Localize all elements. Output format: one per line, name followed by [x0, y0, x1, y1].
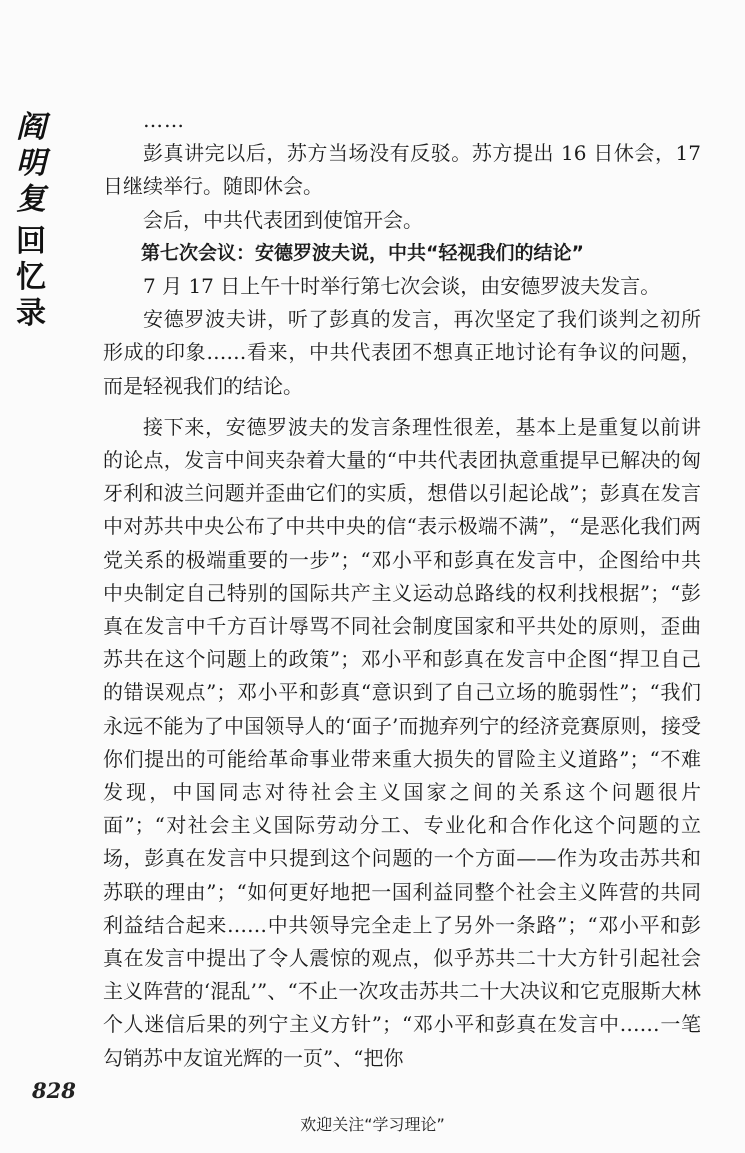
- paragraph: 彭真讲完以后，苏方当场没有反驳。苏方提出 16 日休会，17 日继续举行。随即休会。: [103, 141, 701, 199]
- book-subtitle-char: 忆: [16, 260, 46, 295]
- paragraph: 会后，中共代表团到使馆开会。: [143, 207, 423, 232]
- book-subtitle-char: 回: [16, 224, 46, 259]
- author-name: [8, 110, 54, 218]
- book-subtitle-char: 录: [16, 296, 46, 331]
- book-subtitle: [8, 224, 54, 332]
- author-name-char: 复: [16, 182, 46, 217]
- page-number: 828: [32, 1078, 76, 1103]
- author-name-char: 阎: [16, 110, 46, 145]
- paragraph: 安德罗波夫讲，听了彭真的发言，再次坚定了我们谈判之初所形成的印象……看来，中共代表团不想真正地讨论有争议的问题，而是轻视我们的结论。: [103, 307, 701, 398]
- footer-watermark-text: 欢迎关注“学习理论”: [300, 1115, 445, 1134]
- paragraph-ellipsis: ……: [143, 108, 185, 132]
- paragraph: 7 月 17 日上午十时举行第七次会谈，由安德罗波夫发言。: [143, 274, 661, 299]
- author-name-char: 明: [16, 146, 46, 181]
- paragraph: 接下来，安德罗波夫的发言条理性很差，基本上是重复以前讲的论点，发言中间夹杂着大量的“中共代表团执意重提早已解决的匈牙利和波兰问题并歪曲它们的实质，想借以引起论战”；彭真在发言中对苏共中央公布了中共中央的信“表示极端不满”，“是恶化我们两党关系的极端重要的一步”；“邓小平和彭真在发言中，企图给中共中央制定自己特别的国际共产主义运动总路线的权利找根据”；“彭真在发言中千方百计辱骂不同社会制度国家和平共处的原则，歪曲苏共在这个问题上的政策”；邓小平和彭真在发言中企图“捍卫自己的错误观点”；邓小平和彭真“意识到了自己立场的脆弱性”；“我们永远不能为了中国领导人的‘面子’而抛弃列宁的经济竞赛原则，接受你们提出的可能给革命事业带来重大损失的冒险主义道路”；“不难发现，中国同志对待社会主义国家之间的关系这个问题很片面”；“对社会主义国际劳动分工、专业化和合作化这个问题的立场，彭真在发言中只提到这个问题的一个方面——作为攻击苏共和苏联的理由”；“如何更好地把一国利益同整个社会主义阵营的共同利益结合起来……中共领导完全走上了另外一条路”；“邓小平和彭真在发言中提出了令人震惊的观点，似乎苏共二十大方针引起社会主义阵营的‘混乱’”、“不止一次攻击苏共二十大决议和它克服斯大林个人迷信后果的列宁主义方针”；“邓小平和彭真在发言中……一笔勾销苏中友谊光辉的一页”、“把你: [103, 414, 701, 1070]
- running-title: [8, 110, 54, 332]
- body-text: [103, 104, 701, 1075]
- section-heading: 第七次会议：安德罗波夫说，中共“轻视我们的结论”: [141, 241, 584, 264]
